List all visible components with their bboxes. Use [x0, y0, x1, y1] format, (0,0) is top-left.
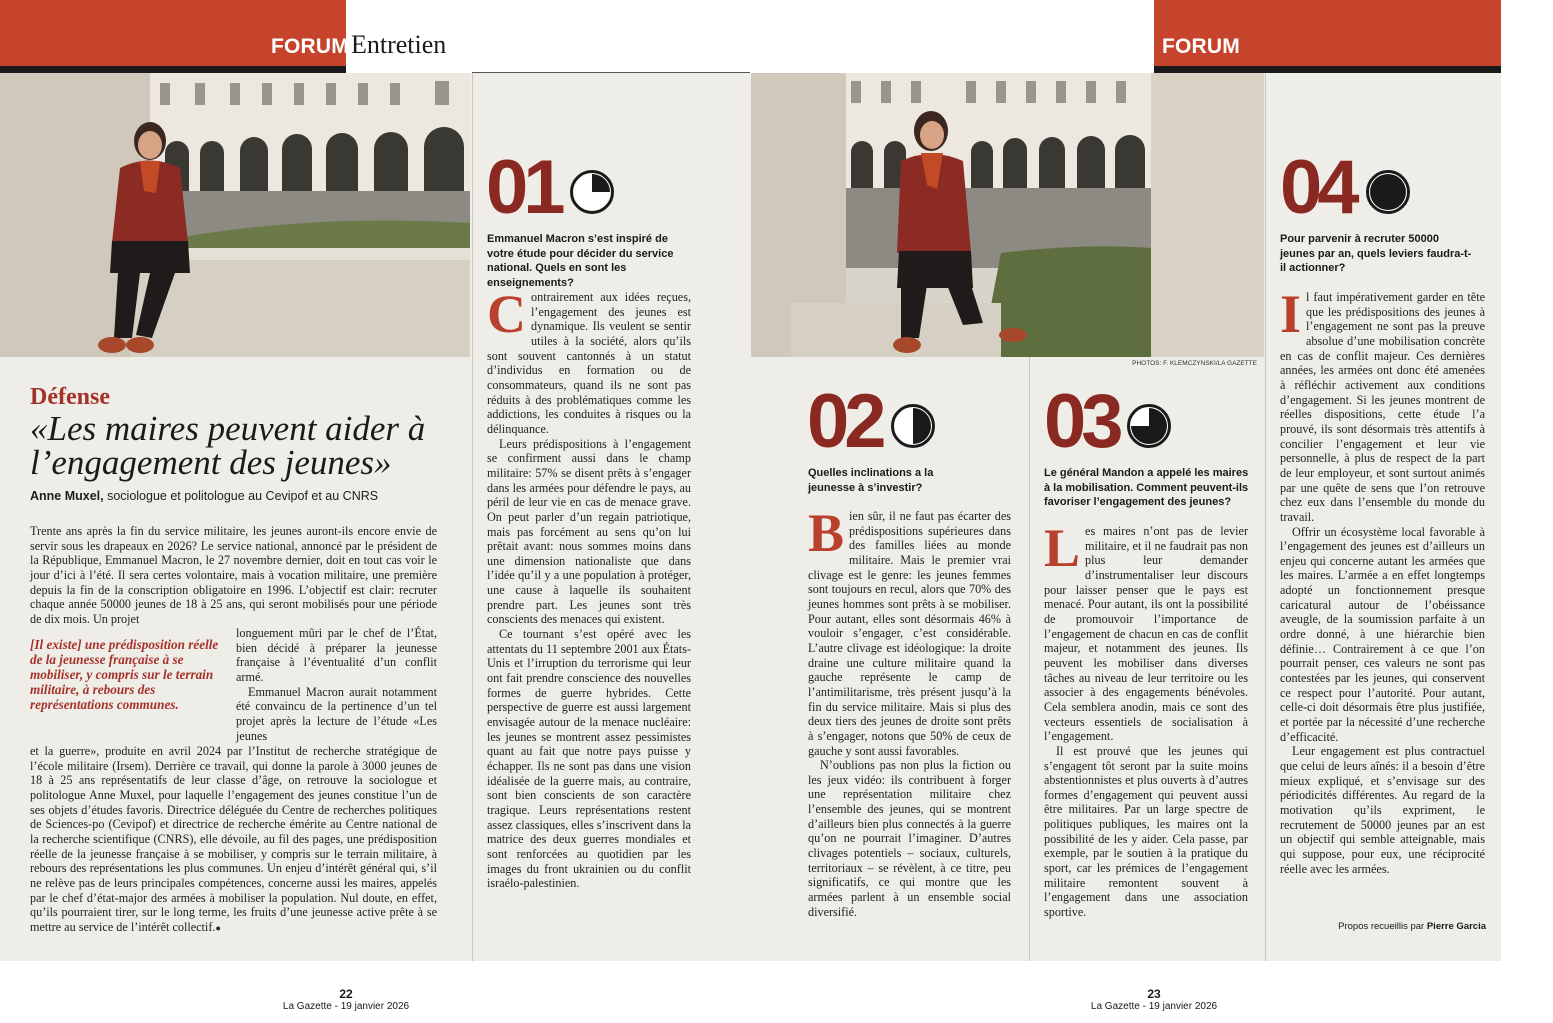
answer-03 — [1044, 518, 1248, 920]
answer-01 — [487, 284, 691, 891]
clock-three-quarter-icon — [1127, 404, 1171, 448]
header-thin-rule — [472, 72, 750, 73]
chapo-2a: longuement mûri par le chef de l’État, bien décidé à préparer la jeunesse française à l’éventualité d’un conflit armé. — [236, 626, 437, 684]
dropcap-03: L — [1044, 518, 1081, 578]
left-page-footer — [246, 988, 446, 1013]
article-title: «Les maires peuvent aider à l’engagement des jeunes» — [30, 409, 426, 482]
byline-name: Anne Muxel, — [30, 489, 104, 503]
interview-credit — [1280, 921, 1486, 932]
answer-01-p1: ontrairement aux idées reçues, l’engagement des jeunes est dynamique. Ils veulent se sentir utiles à la société, alors qu’ils sont souvent cantonnés à un statut d’individus en formation ou de consommateurs, quand ils ne sont pas réduits à des problématiques comme les addictions, les conduites à risques ou la délinquance. — [487, 290, 691, 436]
answer-04 — [1280, 284, 1485, 876]
dropcap-02: B — [808, 503, 845, 563]
right-section-label: FORUM — [1162, 35, 1240, 58]
answer-01-p3: Ce tournant s’est opéré avec les attentats du 11 septembre 2001 aux États-Unis et l’irruption du terrorisme qui leur ont fait prendre conscience des nouvelles formes de guerre hybrides. Cette perspective de guerre est aussi largement envisagée autour de la menace nucléaire: les jeunes se montrent assez pessimistes quant au fait que notre pays puisse y échapper. Ils ne sont pas dans une vision idéalisée de la guerre mais, au contraire, sont bien conscients de son caractère tragique. Leurs représentations restent assez classiques, elles s’inscrivent dans la matrice des deux guerres mondiales et sont renforcées au quotidien par les images du front ukrainien ou du conflit israélo-palestinien. — [487, 627, 691, 891]
answer-04-p2: Offrir un écosystème local favorable à l’engagement des jeunes est d’ailleurs un enjeu qui concerne autant les armées que les maires. L’armée a en effet longtemps adopté un fonctionnement presque caricatural autour de l’obéissance aveugle, de la soumission parfaite à un ordre donné, à une hiérarchie bien définie… Contrairement à ce que l’on pourrait penser, ces valeurs ne sont pas contestées par les jeunes, qui conservent ce respect pour l’autorité. Pour autant, celle-ci doit désormais être plus justifiée, et portée par la nécessité d’une recherche d’efficacité. — [1280, 524, 1485, 744]
article-byline — [30, 489, 450, 503]
question-03: Le général Mandon a appelé les maires à la mobilisation. Comment peuvent-ils favoriser l’engagement des jeunes? — [1044, 467, 1249, 508]
question-number-03: 03 — [1044, 379, 1119, 464]
answer-02-p2: N’oublions pas non plus la fiction ou les jeux vidéo: ils contribuent à forger une représentation militaire chez l’ensemble des jeunes, qui se montrent d’ailleurs bien plus connectés à la guerre qu’on ne pourrait l’imaginer. D’autres clivages potentiels – sociaux, culturels, territoriaux – se révèlent, à ce titre, peu significatifs, ce qui montre que les armées parlent à un ensemble social diversifié. — [808, 758, 1011, 919]
photo-credit: PHOTOS: F. KLEMCZYNSKI/LA GAZETTE — [1132, 360, 1257, 367]
right-page-date: La Gazette - 19 janvier 2026 — [1090, 1001, 1218, 1012]
chapo-part-2 — [236, 626, 437, 743]
left-column-rule — [472, 73, 473, 961]
left-page-number: 22 — [339, 987, 353, 1001]
right-column-rule-2 — [1265, 73, 1266, 961]
portrait-photo-left — [0, 73, 470, 357]
credit-name: Pierre Garcia — [1426, 921, 1486, 932]
question-number-02: 02 — [807, 379, 882, 464]
chapo-part-1: Trente ans après la fin du service militaire, les jeunes auront-ils encore envie de servir sous les drapeaux en 2026? Le service national, annoncé par le président de la République, Emmanuel Macron, le 27 novembre dernier, doit en tout cas voir le jour d’ici à l’été. Il sera certes volontaire, mais à vocation militaire, une première depuis la fin de la conscription obligatoire en 1996. L’objectif est clair: recruter chaque année 50000 jeunes de 18 à 25 ans, qui seront mobilisés pour une période de dix mois. Un projet — [30, 524, 437, 626]
clock-half-icon — [891, 404, 935, 448]
portrait-photo-right — [751, 73, 1264, 357]
answer-02 — [808, 503, 1011, 919]
clock-quarter-icon — [570, 170, 614, 214]
question-04: Pour parvenir à recruter 50000 jeunes par an, quels leviers faudra-t-il actionner? — [1280, 233, 1472, 274]
byline-role: sociologue et politologue au Cevipof et au CNRS — [103, 489, 379, 503]
right-page-number: 23 — [1147, 987, 1161, 1001]
rubric-label: Entretien — [351, 30, 447, 59]
pull-quote: [Il existe] une prédisposition réelle de la jeunesse française à se mobiliser, y compris sur le terrain militaire, à rebours des représentations communes. — [30, 637, 219, 712]
article-kicker: Défense — [30, 384, 110, 410]
right-column-rule-1 — [1029, 357, 1030, 961]
clock-full-icon — [1366, 170, 1410, 214]
question-number-01: 01 — [486, 145, 561, 230]
left-page-date: La Gazette - 19 janvier 2026 — [282, 1001, 410, 1012]
answer-04-p1: l faut impérativement garder en tête que les prédispositions des jeunes à l’engagement ne sont pas la preuve absolue d’une mobilisation concrète en cas de conflit majeur. Ces dernières années, les armées ont donc été amenées à réfléchir activement aux conditions d’engagement. Si les jeunes montrent de réelles dispositions, cette étude l’a prouvé, ils sont désormais très attentifs à concilier l’engagement et leur vie personnelle, à plus de respect de la part de leur employeur, et sont surtout animés par une quête de sens que l’on retrouve chez eux dans l’ensemble du monde du travail. — [1280, 290, 1485, 524]
chapo-part-3 — [30, 744, 437, 936]
answer-04-p3: Leur engagement est plus contractuel que celui de leurs aînés: il a besoin d’être mieux expliqué, et s’envisage sur des périodicités différentes. Au regard de la motivation qu’ils expriment, le recrutement de 50000 jeunes par an est un objectif qui semble atteignable, mais qui suppose, pour eux, une réciprocité réelle avec les armées. — [1280, 744, 1485, 876]
question-01: Emmanuel Macron s’est inspiré de votre étude pour décider du service national. Quels en sont les enseignements? — [487, 233, 674, 289]
question-number-04: 04 — [1280, 145, 1355, 230]
answer-03-p2: Il est prouvé que les jeunes qui s’engagent tôt seront par la suite moins abstentionnistes et plus ouverts à d’autres formes d’engagement qui peuvent aussi être militaires. Par un large spectre de politiques publiques, les maires ont la possibilité de les y aider. Cela passe, par exemple, par le soutien à la pratique du sport, car les prémices de l’engagement militaire remontent souvent à l’engagement dans une association sportive. — [1044, 743, 1248, 920]
answer-02-p1: ien sûr, il ne faut pas écarter des prédispositions supérieures dans des familles liées au monde militaire. Mais le premier vrai clivage est le genre: les jeunes femmes sont toujours en recul, alors que 70% des jeunes hommes sont prêts à se mobiliser. Pour autant, elles sont désormais 46% à vouloir s’engager, c’est considérable. L’autre clivage est idéologique: la droite draine une culture militaire quand la gauche représente le camp de l’antimilitarisme, très présent jusqu’à la fin du service militaire. Mais si plus des deux tiers des jeunes de droite sont prêts à s’engager, notons que 50% de ceux de gauche y sont aussi favorables. — [808, 509, 1011, 758]
dropcap-04: I — [1280, 284, 1302, 344]
dropcap-01: C — [487, 284, 526, 344]
answer-01-p2: Leurs prédispositions à l’engagement se confirment aussi dans le champ militaire: 57% se disent prêts à s’engager dans les armées pour défendre le pays, au péril de leur vie en cas de menace grave. On peut parler d’un regain patriotique, mais pas forcément au sens qu’on lui prêtait avant: nous sommes moins dans une dimension nationaliste que dans l’idée qu’il y a une population à protéger, une cause à laquelle ils souhaitent prendre part. Les jeunes sont très conscients des menaces qui existent. — [487, 436, 691, 627]
question-02: Quelles inclinations a la jeunesse à s’investir? — [808, 467, 934, 494]
right-header-rule — [1154, 66, 1501, 73]
left-section-label: FORUM — [271, 35, 349, 58]
left-header-rule — [0, 66, 346, 73]
right-page-footer — [1054, 988, 1254, 1013]
chapo-2b: Emmanuel Macron aurait notamment été convaincu de la pertinence d’un tel projet après la lecture de l’étude «Les jeunes — [236, 684, 437, 743]
end-mark: ● — [215, 922, 221, 933]
answer-03-p1: es maires n’ont pas de levier militaire, et il ne faudrait pas non plus leur demander d’instrumentaliser leur discours pour laisser penser que le pays est menacé. Pour autant, ils ont la possibilité de promouvoir l’importance de l’engagement de chacun en cas de conflit majeur, et notamment des jeunes. Ils peuvent les mobiliser dans diverses tâches au niveau de leur territoire ou les associer à des engagements bénévoles. Cela semblera anodin, mais ce sont des vecteurs essentiels de socialisation à l’engagement. — [1044, 524, 1248, 744]
credit-label: Propos recueillis par — [1338, 921, 1427, 932]
chapo-3: et la guerre», produite en avril 2024 par l’Institut de recherche stratégique de l’école militaire (Irsem). Derrière ce travail, qui donne la parole à 3000 jeunes de 18 à 25 ans représentatifs de leur classe d’âge, on retrouve la sociologue et politologue Anne Muxel, pour laquelle l’engagement des jeunes constitue l’un de ses objets d’études favoris. Directrice déléguée du Centre de recherches politiques de Sciences-po (Cevipof) et directrice de recherche émérite au Centre national de la recherche scientifique (CNRS), elle dévoile, au fil des pages, une prédisposition réelle de la jeunesse française à se mobiliser, y compris sur le terrain militaire, à rebours des représentations les plus communes. Un enjeu d’intérêt général qui, s’il ne relève pas de leurs principales compétences, concerne aussi les maires, appelés par le chef d’état-major des armées à mobiliser la population. Nul doute, en effet, qu’ils pourraient tirer, sur le long terme, les fruits d’une jeunesse active prête à se mettre au service de l’intérêt collectif. — [30, 744, 437, 934]
